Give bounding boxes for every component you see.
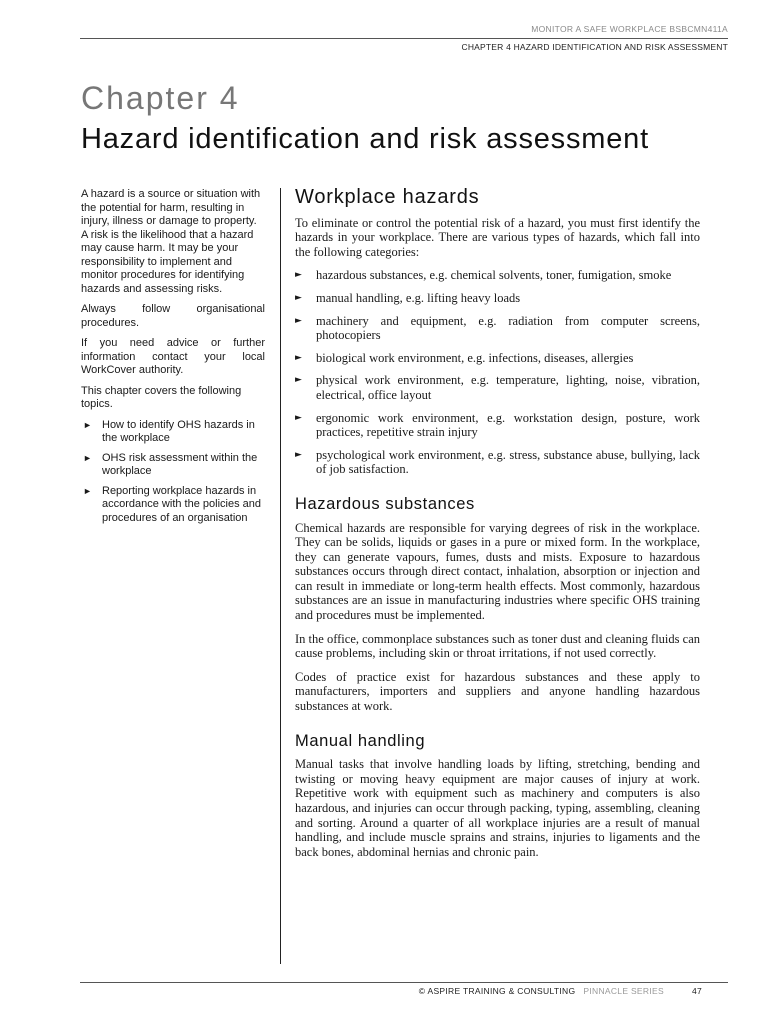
sidebar-intro: A hazard is a source or situation with the potential for harm, resulting in injury, illness or damage to property. A risk is the likelihood that a hazard may cause harm. It may be your responsibility to implement and monitor procedures for identifying hazards and assessing risks. (81, 188, 261, 295)
hazard-category-text: physical work environment, e.g. temperature, lighting, noise, vibration, electrical, office layout (316, 373, 700, 402)
header-unit-code: MONITOR A SAFE WORKPLACE BSBCMN411A (531, 24, 728, 34)
footer-rule (80, 982, 728, 983)
hazard-category-item (295, 351, 700, 366)
bullet-arrow-icon: ► (83, 452, 92, 463)
sidebar-topic-list (81, 419, 265, 526)
bullet-arrow-icon: ► (295, 270, 302, 281)
bullet-arrow-icon: ► (83, 485, 92, 496)
sidebar (81, 188, 265, 531)
hazard-category-text: hazardous substances, e.g. chemical solvents, toner, fumigation, smoke (316, 268, 672, 283)
section-heading-workplace-hazards: Workplace hazards (295, 186, 480, 208)
bullet-arrow-icon: ► (295, 292, 302, 303)
hazard-category-text: machinery and equipment, e.g. radiation from computer screens, photocopiers (316, 313, 700, 343)
hazard-category-text: psychological work environment, e.g. stress, substance abuse, bullying, lack of job satisfaction. (316, 447, 700, 477)
sidebar-topic (81, 485, 265, 526)
hazardous-substances-paragraph: In the office, commonplace substances such as toner dust and cleaning fluids can cause problems, including skin or throat irritations, if not used correctly. (295, 631, 700, 661)
sidebar-topic-text: Reporting workplace hazards in accordance with the policies and procedures of an organisation (102, 484, 261, 524)
bullet-arrow-icon: ► (295, 375, 302, 386)
bullet-arrow-icon: ► (295, 352, 302, 363)
hazard-category-text: manual handling, e.g. lifting heavy loads (316, 290, 521, 305)
column-divider (280, 188, 281, 964)
sidebar-procedures: Always follow organisational procedures. (81, 303, 265, 329)
header-chapter-title: CHAPTER 4 HAZARD IDENTIFICATION AND RISK ASSESSMENT (461, 42, 728, 52)
bullet-arrow-icon: ► (295, 315, 302, 326)
hazard-category-item (295, 314, 700, 343)
page-footer (419, 986, 702, 996)
manual-handling-paragraph: Manual tasks that involve handling loads by lifting, stretching, bending and twisting or moving heavy equipment are major causes of injury at work. Repetitive work with equipment such as machinery and computers is also hazardous, and injuries can occur through packing, typing, assembling, cleaning and sorting. Around a quarter of all workplace injuries are a result of manual handling, and include muscle sprains and strains, injuries to ligaments and the back bones, abdominal hernias and chronic pain. (295, 757, 700, 859)
hazard-category-item (295, 411, 700, 440)
sidebar-covers: This chapter covers the following topics. (81, 384, 242, 410)
sidebar-topic (81, 419, 265, 446)
main-content (295, 186, 700, 868)
hazard-category-item (295, 448, 700, 477)
hazard-category-item (295, 291, 700, 306)
hazard-category-item (295, 373, 700, 402)
hazardous-substances-paragraph: Codes of practice exist for hazardous substances and these apply to manufacturers, importers and suppliers and anyone handling hazardous substances at work. (295, 669, 700, 714)
page-number: 47 (691, 986, 702, 996)
bullet-arrow-icon: ► (295, 449, 302, 460)
running-header (80, 24, 728, 52)
bullet-arrow-icon: ► (295, 412, 302, 423)
footer-copyright: © ASPIRE TRAINING & CONSULTING (418, 986, 576, 996)
hazard-category-list (295, 268, 700, 477)
footer-series: PINNACLE SERIES (583, 986, 664, 996)
bullet-arrow-icon: ► (83, 419, 92, 430)
sidebar-topic (81, 452, 265, 479)
sidebar-topic-text: OHS risk assessment within the workplace (102, 451, 258, 477)
hazard-category-text: ergonomic work environment, e.g. workstation design, posture, work practices, repetitive strain injury (316, 410, 700, 440)
section-heading-manual-handling: Manual handling (295, 731, 426, 750)
hazardous-substances-paragraph: Chemical hazards are responsible for varying degrees of risk in the workplace. They can be solids, liquids or gases in a pure or mixed form. In the workplace, they can generate vapours, fumes, dusts and mists. Exposure to hazardous substances occurs through direct contact, inhalation, absorption or injection and can result in immediate or long-term health effects. Most commonly, hazardous substances are an issue in manufacturing industries where specific OHS training and procedures must be implemented. (295, 520, 700, 623)
section-heading-hazardous-substances: Hazardous substances (295, 494, 475, 513)
hazard-category-item (295, 268, 700, 283)
header-rule (80, 38, 728, 39)
sidebar-advice: If you need advice or further information contact your local WorkCover authority. (81, 337, 265, 376)
sidebar-topic-text: How to identify OHS hazards in the workplace (102, 418, 255, 444)
chapter-title: Hazard identification and risk assessment (81, 123, 649, 155)
chapter-label: Chapter 4 (81, 80, 240, 116)
workplace-hazards-intro: To eliminate or control the potential risk of a hazard, you must first identify the hazards in your workplace. There are various types of hazards, which fall into the following categories: (295, 215, 700, 259)
hazard-category-text: biological work environment, e.g. infections, diseases, allergies (316, 350, 634, 365)
